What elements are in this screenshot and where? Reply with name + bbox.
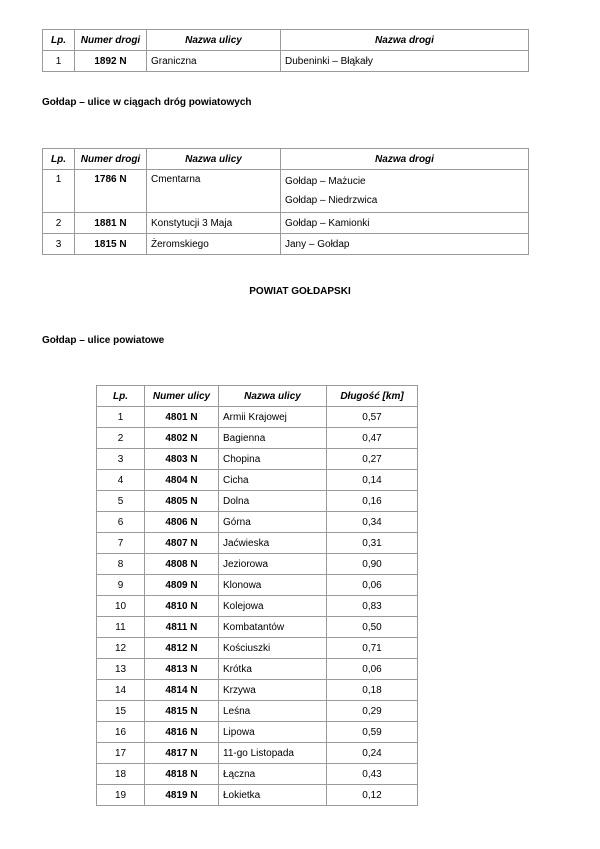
cell-numer: 4819 N xyxy=(145,785,219,806)
table-row xyxy=(97,491,418,512)
table-header-row xyxy=(97,386,418,407)
table-row xyxy=(97,617,418,638)
header-nazwa-ulicy: Nazwa ulicy xyxy=(147,149,281,170)
header-nazwa-drogi: Nazwa drogi xyxy=(281,30,529,51)
cell-numer: 1881 N xyxy=(75,213,147,234)
cell-dlugosc: 0,14 xyxy=(327,470,418,491)
table-row xyxy=(97,680,418,701)
cell-dlugosc: 0,59 xyxy=(327,722,418,743)
cell-lp: 1 xyxy=(43,51,75,72)
cell-ulica: Żeromskiego xyxy=(147,234,281,255)
cell-dlugosc: 0,18 xyxy=(327,680,418,701)
cell-ulica: Kościuszki xyxy=(219,638,327,659)
cell-numer: 4813 N xyxy=(145,659,219,680)
cell-numer: 4807 N xyxy=(145,533,219,554)
table-row xyxy=(97,638,418,659)
cell-dlugosc: 0,83 xyxy=(327,596,418,617)
cell-ulica: Łączna xyxy=(219,764,327,785)
table-row xyxy=(97,764,418,785)
cell-ulica: Chopina xyxy=(219,449,327,470)
cell-dlugosc: 0,06 xyxy=(327,575,418,596)
cell-ulica: Łokietka xyxy=(219,785,327,806)
cell-dlugosc: 0,16 xyxy=(327,491,418,512)
cell-numer: 4814 N xyxy=(145,680,219,701)
cell-lp: 8 xyxy=(97,554,145,575)
cell-numer: 1892 N xyxy=(75,51,147,72)
cell-numer: 4808 N xyxy=(145,554,219,575)
header-numer-ulicy: Numer ulicy xyxy=(145,386,219,407)
cell-dlugosc: 0,43 xyxy=(327,764,418,785)
header-lp: Lp. xyxy=(43,30,75,51)
table-row xyxy=(97,470,418,491)
cell-ulica: Jaćwieska xyxy=(219,533,327,554)
cell-numer: 1815 N xyxy=(75,234,147,255)
table-ciagi-drog xyxy=(42,148,529,255)
table-row xyxy=(97,722,418,743)
cell-ulica: Graniczna xyxy=(147,51,281,72)
cell-ulica: Kolejowa xyxy=(219,596,327,617)
cell-numer: 4815 N xyxy=(145,701,219,722)
table-row xyxy=(97,554,418,575)
table-row xyxy=(97,575,418,596)
table-row xyxy=(97,428,418,449)
cell-numer: 4804 N xyxy=(145,470,219,491)
cell-lp: 11 xyxy=(97,617,145,638)
table-row xyxy=(97,512,418,533)
cell-dlugosc: 0,34 xyxy=(327,512,418,533)
cell-dlugosc: 0,12 xyxy=(327,785,418,806)
table-row xyxy=(43,213,529,234)
cell-dlugosc: 0,24 xyxy=(327,743,418,764)
cell-ulica: Cmentarna xyxy=(147,170,281,213)
header-nazwa-ulicy: Nazwa ulicy xyxy=(219,386,327,407)
section-heading-powiatowe-ciagi: Gołdap – ulice w ciągach dróg powiatowych xyxy=(42,97,252,108)
cell-ulica: 11-go Listopada xyxy=(219,743,327,764)
cell-lp: 2 xyxy=(97,428,145,449)
table-header-row xyxy=(43,149,529,170)
cell-numer: 4809 N xyxy=(145,575,219,596)
table-row xyxy=(43,170,529,213)
cell-lp: 1 xyxy=(43,170,75,213)
cell-numer: 4801 N xyxy=(145,407,219,428)
header-nazwa-ulicy: Nazwa ulicy xyxy=(147,30,281,51)
cell-lp: 4 xyxy=(97,470,145,491)
powiat-title: POWIAT GOŁDAPSKI xyxy=(249,286,351,297)
cell-numer: 4811 N xyxy=(145,617,219,638)
table-ulice-powiatowe xyxy=(96,385,418,806)
table-row xyxy=(97,533,418,554)
cell-numer: 4806 N xyxy=(145,512,219,533)
cell-lp: 14 xyxy=(97,680,145,701)
header-numer-drogi: Numer drogi xyxy=(75,30,147,51)
cell-lp: 7 xyxy=(97,533,145,554)
cell-lp: 15 xyxy=(97,701,145,722)
table-row xyxy=(97,659,418,680)
cell-lp: 1 xyxy=(97,407,145,428)
table-row xyxy=(97,596,418,617)
cell-dlugosc: 0,27 xyxy=(327,449,418,470)
table-row xyxy=(97,407,418,428)
cell-lp: 5 xyxy=(97,491,145,512)
header-numer-drogi: Numer drogi xyxy=(75,149,147,170)
cell-dlugosc: 0,71 xyxy=(327,638,418,659)
cell-lp: 2 xyxy=(43,213,75,234)
cell-ulica: Kombatantów xyxy=(219,617,327,638)
cell-ulica: Krzywa xyxy=(219,680,327,701)
cell-lp: 3 xyxy=(43,234,75,255)
cell-ulica: Cicha xyxy=(219,470,327,491)
cell-ulica: Lipowa xyxy=(219,722,327,743)
cell-lp: 19 xyxy=(97,785,145,806)
cell-numer: 4802 N xyxy=(145,428,219,449)
cell-lp: 17 xyxy=(97,743,145,764)
cell-lp: 10 xyxy=(97,596,145,617)
table-row xyxy=(43,51,529,72)
cell-dlugosc: 0,47 xyxy=(327,428,418,449)
cell-lp: 16 xyxy=(97,722,145,743)
cell-droga xyxy=(281,170,529,213)
table-row xyxy=(97,743,418,764)
table-header-row xyxy=(43,30,529,51)
cell-dlugosc: 0,29 xyxy=(327,701,418,722)
cell-lp: 9 xyxy=(97,575,145,596)
cell-dlugosc: 0,06 xyxy=(327,659,418,680)
cell-ulica: Leśna xyxy=(219,701,327,722)
table-row xyxy=(97,785,418,806)
cell-ulica: Konstytucji 3 Maja xyxy=(147,213,281,234)
cell-numer: 4810 N xyxy=(145,596,219,617)
cell-numer: 1786 N xyxy=(75,170,147,213)
cell-droga: Jany – Gołdap xyxy=(281,234,529,255)
cell-ulica: Bagienna xyxy=(219,428,327,449)
table-top xyxy=(42,29,529,72)
cell-numer: 4803 N xyxy=(145,449,219,470)
cell-droga: Gołdap – Kamionki xyxy=(281,213,529,234)
cell-lp: 13 xyxy=(97,659,145,680)
cell-lp: 3 xyxy=(97,449,145,470)
cell-lp: 18 xyxy=(97,764,145,785)
section-heading-ulice-powiatowe: Gołdap – ulice powiatowe xyxy=(42,335,165,346)
cell-lp: 6 xyxy=(97,512,145,533)
cell-ulica: Dolna xyxy=(219,491,327,512)
cell-lp: 12 xyxy=(97,638,145,659)
cell-numer: 4818 N xyxy=(145,764,219,785)
cell-dlugosc: 0,57 xyxy=(327,407,418,428)
cell-numer: 4817 N xyxy=(145,743,219,764)
table-row xyxy=(97,449,418,470)
cell-dlugosc: 0,90 xyxy=(327,554,418,575)
cell-dlugosc: 0,50 xyxy=(327,617,418,638)
cell-dlugosc: 0,31 xyxy=(327,533,418,554)
header-lp: Lp. xyxy=(43,149,75,170)
cell-ulica: Krótka xyxy=(219,659,327,680)
cell-ulica: Górna xyxy=(219,512,327,533)
table-row xyxy=(43,234,529,255)
header-nazwa-drogi: Nazwa drogi xyxy=(281,149,529,170)
header-lp: Lp. xyxy=(97,386,145,407)
cell-ulica: Jeziorowa xyxy=(219,554,327,575)
cell-numer: 4805 N xyxy=(145,491,219,512)
cell-numer: 4812 N xyxy=(145,638,219,659)
droga-line-2: Gołdap – Niedrzwica xyxy=(285,195,378,206)
cell-numer: 4816 N xyxy=(145,722,219,743)
droga-line-1: Gołdap – Mażucie xyxy=(285,176,366,187)
cell-ulica: Klonowa xyxy=(219,575,327,596)
cell-droga: Dubeninki – Błąkały xyxy=(281,51,529,72)
cell-ulica: Armii Krajowej xyxy=(219,407,327,428)
header-dlugosc: Długość [km] xyxy=(327,386,418,407)
table-row xyxy=(97,701,418,722)
